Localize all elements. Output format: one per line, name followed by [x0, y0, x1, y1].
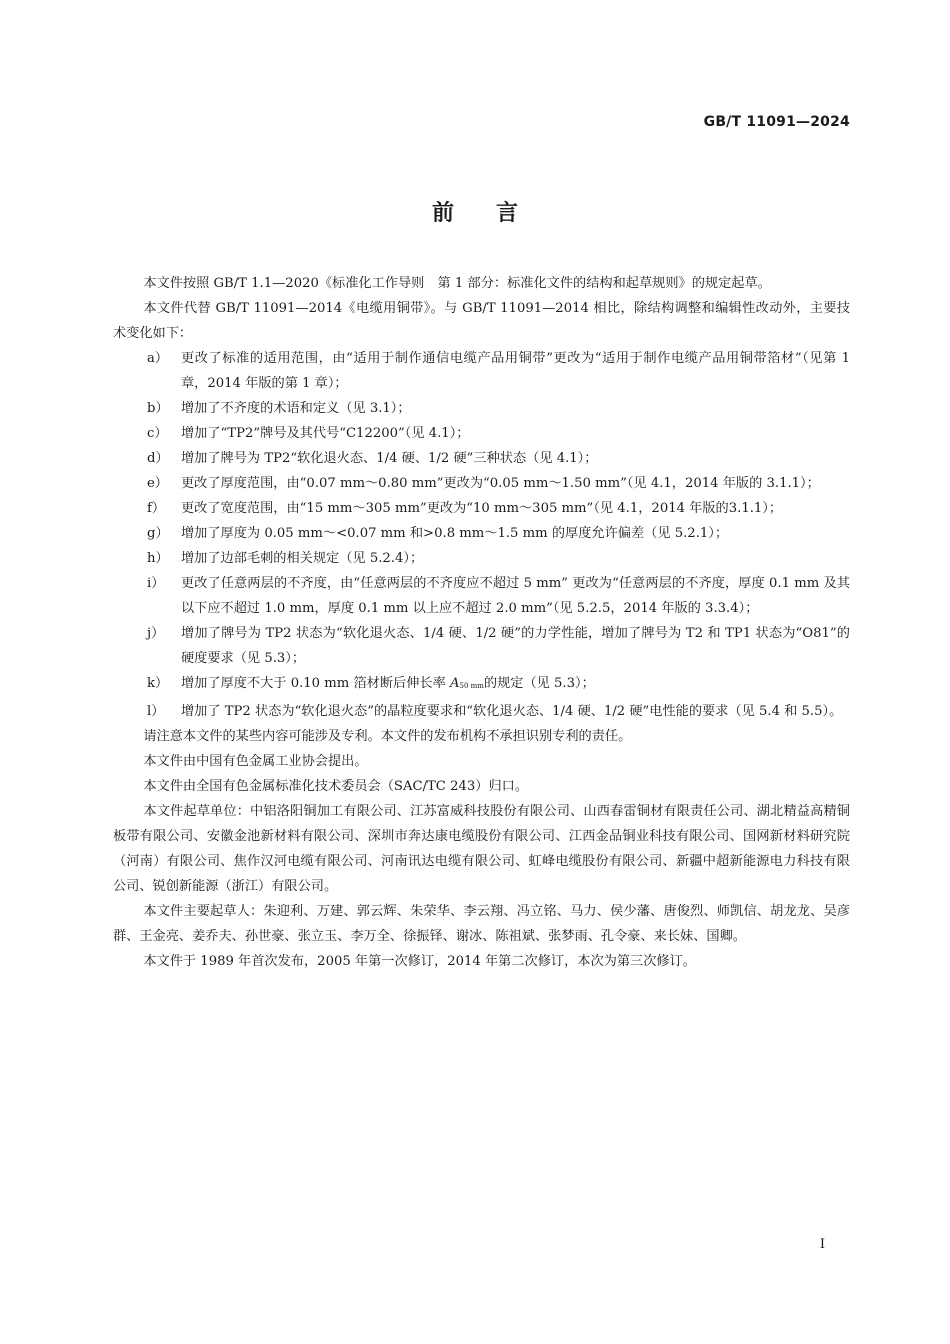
list-item [113, 421, 850, 446]
list-item [113, 621, 850, 671]
changes-list [113, 346, 850, 724]
list-item-label: g） [147, 526, 169, 541]
standard-code: GB/T 11091—2024 [703, 114, 850, 130]
list-item [113, 571, 850, 621]
list-item-label: e） [147, 476, 168, 491]
list-item-label: h） [147, 551, 169, 566]
list-item-label: f） [147, 501, 166, 516]
list-item-text: 更改了标准的适用范围，由“适用于制作通信电缆产品用铜带”更改为“适用于制作电缆产品用铜带箔材”（见第 1 章，2014 年版的第 1 章）； [181, 351, 850, 391]
list-item-label: a） [147, 351, 169, 366]
list-item-text-before: 增加了厚度不大于 0.10 mm 箔材断后伸长率 [181, 676, 450, 691]
list-item-label: d） [147, 451, 169, 466]
list-item-label: i） [147, 576, 165, 591]
list-item-label: l） [147, 704, 165, 719]
list-item-text: 增加了牌号为 TP2“软化退火态、1/4 硬、1/2 硬”三种状态（见 4.1）； [181, 451, 598, 466]
list-item [113, 446, 850, 471]
list-item-text: 增加了牌号为 TP2 状态为“软化退火态、1/4 硬、1/2 硬”的力学性能，增加了牌号为 T2 和 TP1 状态为“O81”的硬度要求（见 5.3）； [181, 626, 850, 666]
list-item-label: c） [147, 426, 168, 441]
list-item [113, 699, 850, 724]
list-item-label: k） [147, 676, 169, 691]
paragraph-history: 本文件于 1989 年首次发布，2005 年第一次修订，2014 年第二次修订，本次为第三次修订。 [143, 954, 696, 969]
list-item [113, 496, 850, 521]
list-item [113, 546, 850, 571]
list-item-text-after: 的规定（见 5.3）； [483, 676, 595, 691]
list-item-text: 增加了不齐度的术语和定义（见 3.1）； [181, 401, 411, 416]
list-item [113, 346, 850, 396]
list-item-text: 更改了任意两层的不齐度，由“任意两层的不齐度应不超过 5 mm” 更改为“任意两层的不齐度，厚度 0.1 mm 及其以下应不超过 1.0 mm，厚度 0.1 mm 以上应不超过 2.0 mm”（见 5.2.5，2014 年版的 3.3.4）； [181, 576, 850, 616]
list-item [113, 521, 850, 546]
paragraph-drafting-units: 本文件起草单位：中铝洛阳铜加工有限公司、江苏富威科技股份有限公司、山西春雷铜材有限责任公司、湖北精益高精铜板带有限公司、安徽金池新材料有限公司、深圳市奔达康电缆股份有限公司、江西金品铜业科技有限公司、国网新材料研究院（河南）有限公司、焦作汉河电缆有限公司、河南讯达电缆有限公司、虹峰电缆股份有限公司、新疆中超新能源电力科技有限公司、锐创新能源（浙江）有限公司。 [113, 804, 850, 894]
list-item-text: 增加了“TP2”牌号及其代号“C12200”（见 4.1）； [181, 426, 470, 441]
paragraph-committee: 本文件由全国有色金属标准化技术委员会（SAC/TC 243）归口。 [143, 779, 529, 794]
list-item-text: 更改了厚度范围，由“0.07 mm～0.80 mm”更改为“0.05 mm～1.50 mm”（见 4.1，2014 年版的 3.1.1）； [181, 476, 820, 491]
list-item [113, 671, 850, 699]
paragraph-drafting-rules: 本文件按照 GB/T 1.1—2020《标准化工作导则 第 1 部分：标准化文件的结构和起草规则》的规定起草。 [143, 276, 771, 291]
list-item-text: 增加了边部毛刺的相关规定（见 5.2.4）； [181, 551, 424, 566]
document-body [113, 271, 850, 974]
list-item-text: 更改了宽度范围，由“15 mm～305 mm”更改为“10 mm～305 mm”（见 4.1，2014 年版的3.1.1）； [181, 501, 783, 516]
elongation-subscript: 50 mm [459, 682, 484, 690]
list-item-text: 增加了厚度为 0.05 mm～<0.07 mm 和>0.8 mm～1.5 mm 的厚度允许偏差（见 5.2.1）； [181, 526, 729, 541]
page-title: 前言 [431, 201, 560, 226]
paragraph-drafters: 本文件主要起草人：朱迎利、万建、郭云辉、朱荣华、李云翔、冯立铭、马力、侯少藩、唐俊烈、师凯信、胡龙龙、吴彦群、王金亮、姜乔夫、孙世豪、张立玉、李万全、徐振铎、谢冰、陈祖斌、张梦雨、孔令豪、来长妹、国卿。 [113, 904, 850, 944]
paragraph-proposer: 本文件由中国有色金属工业协会提出。 [143, 754, 368, 769]
page-number: Ⅰ [819, 1237, 825, 1252]
list-item [113, 471, 850, 496]
list-item-text [181, 671, 850, 699]
list-item-label: b） [147, 401, 169, 416]
list-item [113, 396, 850, 421]
paragraph-replacement: 本文件代替 GB/T 11091—2014《电缆用铜带》。与 GB/T 11091—2014 相比，除结构调整和编辑性改动外，主要技术变化如下： [113, 301, 850, 341]
list-item-label: j） [147, 626, 165, 641]
list-item-text: 增加了 TP2 状态为“软化退火态”的晶粒度要求和“软化退火态、1/4 硬、1/2 硬”电性能的要求（见 5.4 和 5.5）。 [181, 704, 843, 719]
paragraph-patent-notice: 请注意本文件的某些内容可能涉及专利。本文件的发布机构不承担识别专利的责任。 [143, 729, 632, 744]
elongation-symbol: A [449, 676, 460, 691]
